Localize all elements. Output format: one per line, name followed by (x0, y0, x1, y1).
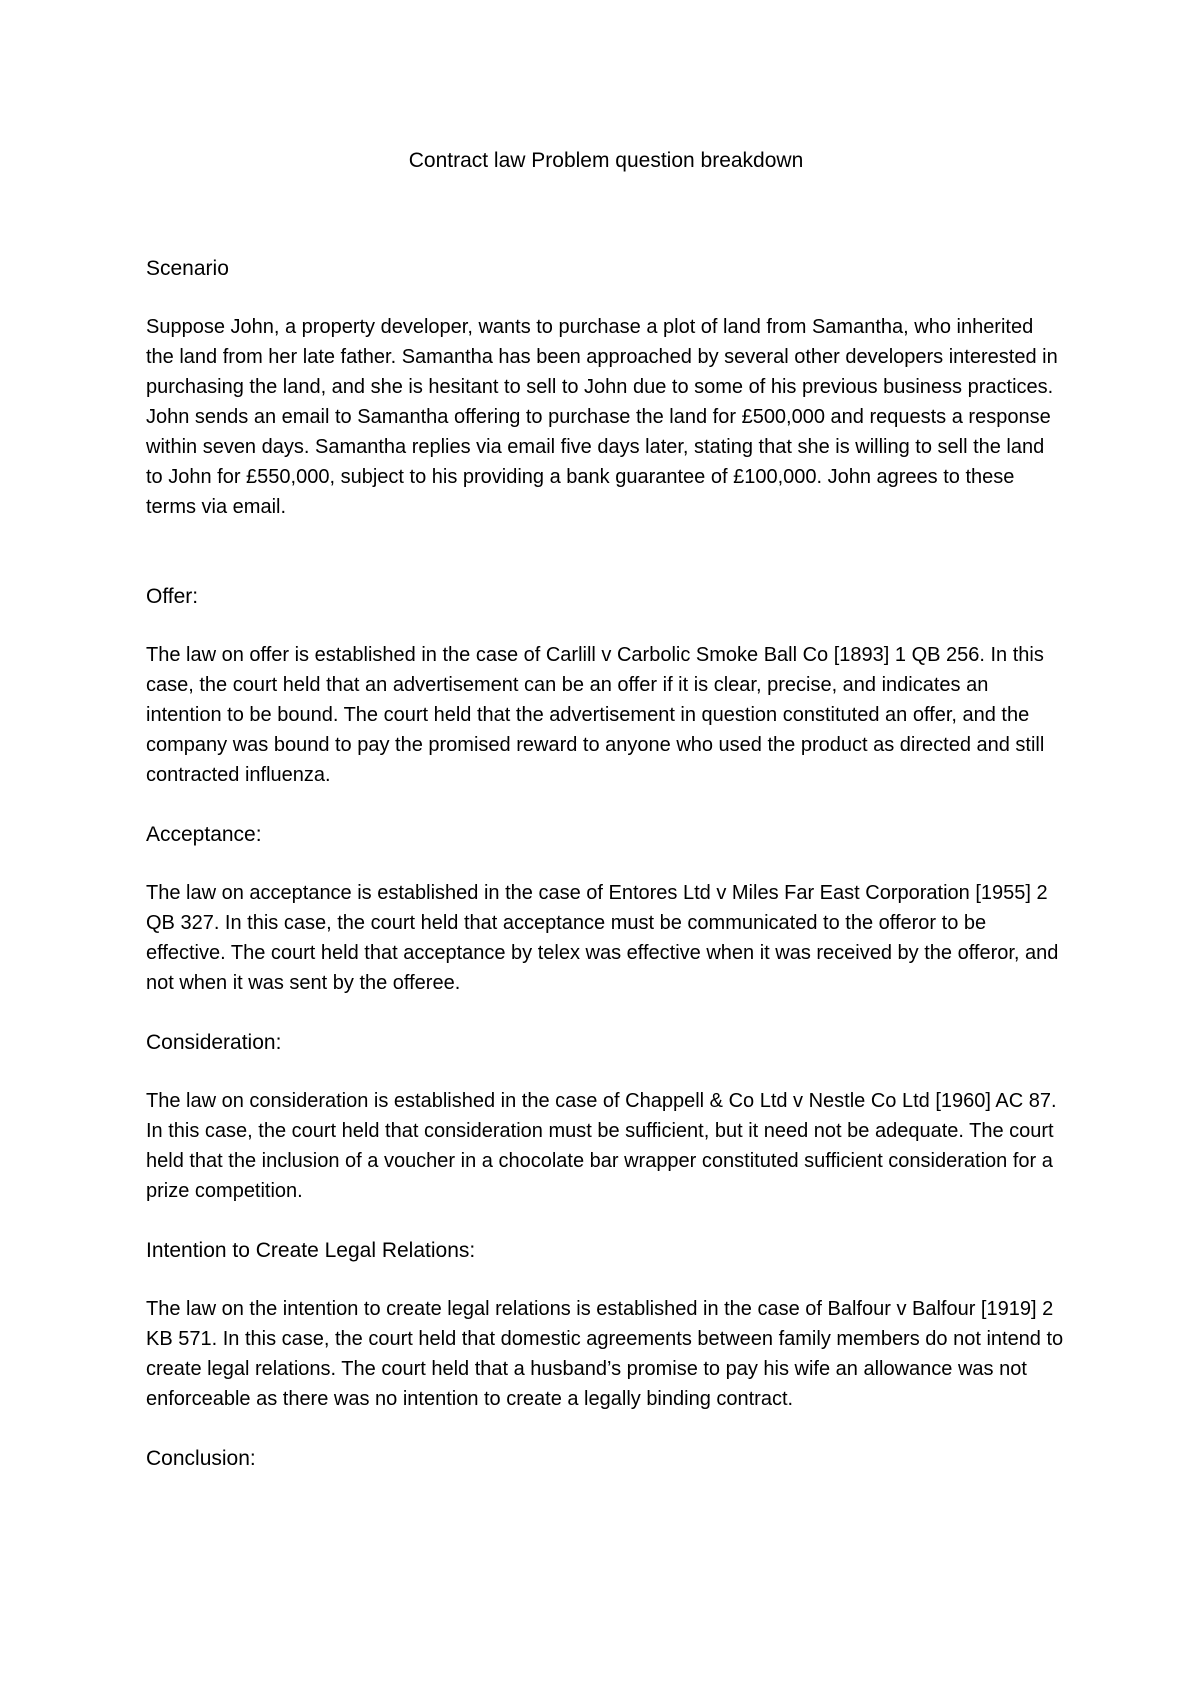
section-offer (146, 582, 1066, 790)
section-consideration (146, 1028, 1066, 1206)
section-intention (146, 1236, 1066, 1414)
section-body-consideration: The law on consideration is established in the case of Chappell & Co Ltd v Nestle Co Ltd [1960] AC 87. In this case, the court held that consideration must be sufficient, but it need not be adequate. The court held that the inclusion of a voucher in a chocolate bar wrapper constituted sufficient consideration for a prize competition. (146, 1090, 1057, 1202)
section-heading-acceptance: Acceptance: (146, 823, 262, 846)
section-body-offer: The law on offer is established in the case of Carlill v Carbolic Smoke Ball Co [1893] 1 QB 256. In this case, the court held that an advertisement can be an offer if it is clear, precise, and indicates an intention to be bound. The court held that the advertisement in question constituted an offer, and the company was bound to pay the promised reward to anyone who used the product as directed and still contracted influenza. (146, 644, 1045, 786)
section-scenario (146, 254, 1066, 522)
section-heading-consideration: Consideration: (146, 1031, 282, 1054)
section-conclusion (146, 1444, 1066, 1474)
section-heading-offer: Offer: (146, 585, 199, 608)
section-heading-conclusion: Conclusion: (146, 1447, 256, 1470)
section-body-scenario: Suppose John, a property developer, wants to purchase a plot of land from Samantha, who inherited the land from her late father. Samantha has been approached by several other developers interested in purchasing the land, and she is hesitant to sell to John due to some of his previous business practices. John sends an email to Samantha offering to purchase the land for £500,000 and requests a response within seven days. Samantha replies via email five days later, stating that she is willing to sell the land to John for £550,000, subject to his providing a bank guarantee of £100,000. John agrees to these terms via email. (146, 316, 1058, 518)
section-body-intention: The law on the intention to create legal relations is established in the case of Balfour v Balfour [1919] 2 KB 571. In this case, the court held that domestic agreements between family members do not intend to create legal relations. The court held that a husband’s promise to pay his wife an allowance was not enforceable as there was no intention to create a legally binding contract. (146, 1298, 1064, 1410)
document-content (146, 146, 1066, 1504)
section-body-acceptance: The law on acceptance is established in the case of Entores Ltd v Miles Far East Corporation [1955] 2 QB 327. In this case, the court held that acceptance must be communicated to the offeror to be effective. The court held that acceptance by telex was effective when it was received by the offeror, and not when it was sent by the offeree. (146, 882, 1059, 994)
section-heading-intention: Intention to Create Legal Relations: (146, 1239, 476, 1262)
document-title: Contract law Problem question breakdown (408, 149, 804, 172)
section-heading-scenario: Scenario (146, 257, 229, 280)
section-acceptance (146, 820, 1066, 998)
